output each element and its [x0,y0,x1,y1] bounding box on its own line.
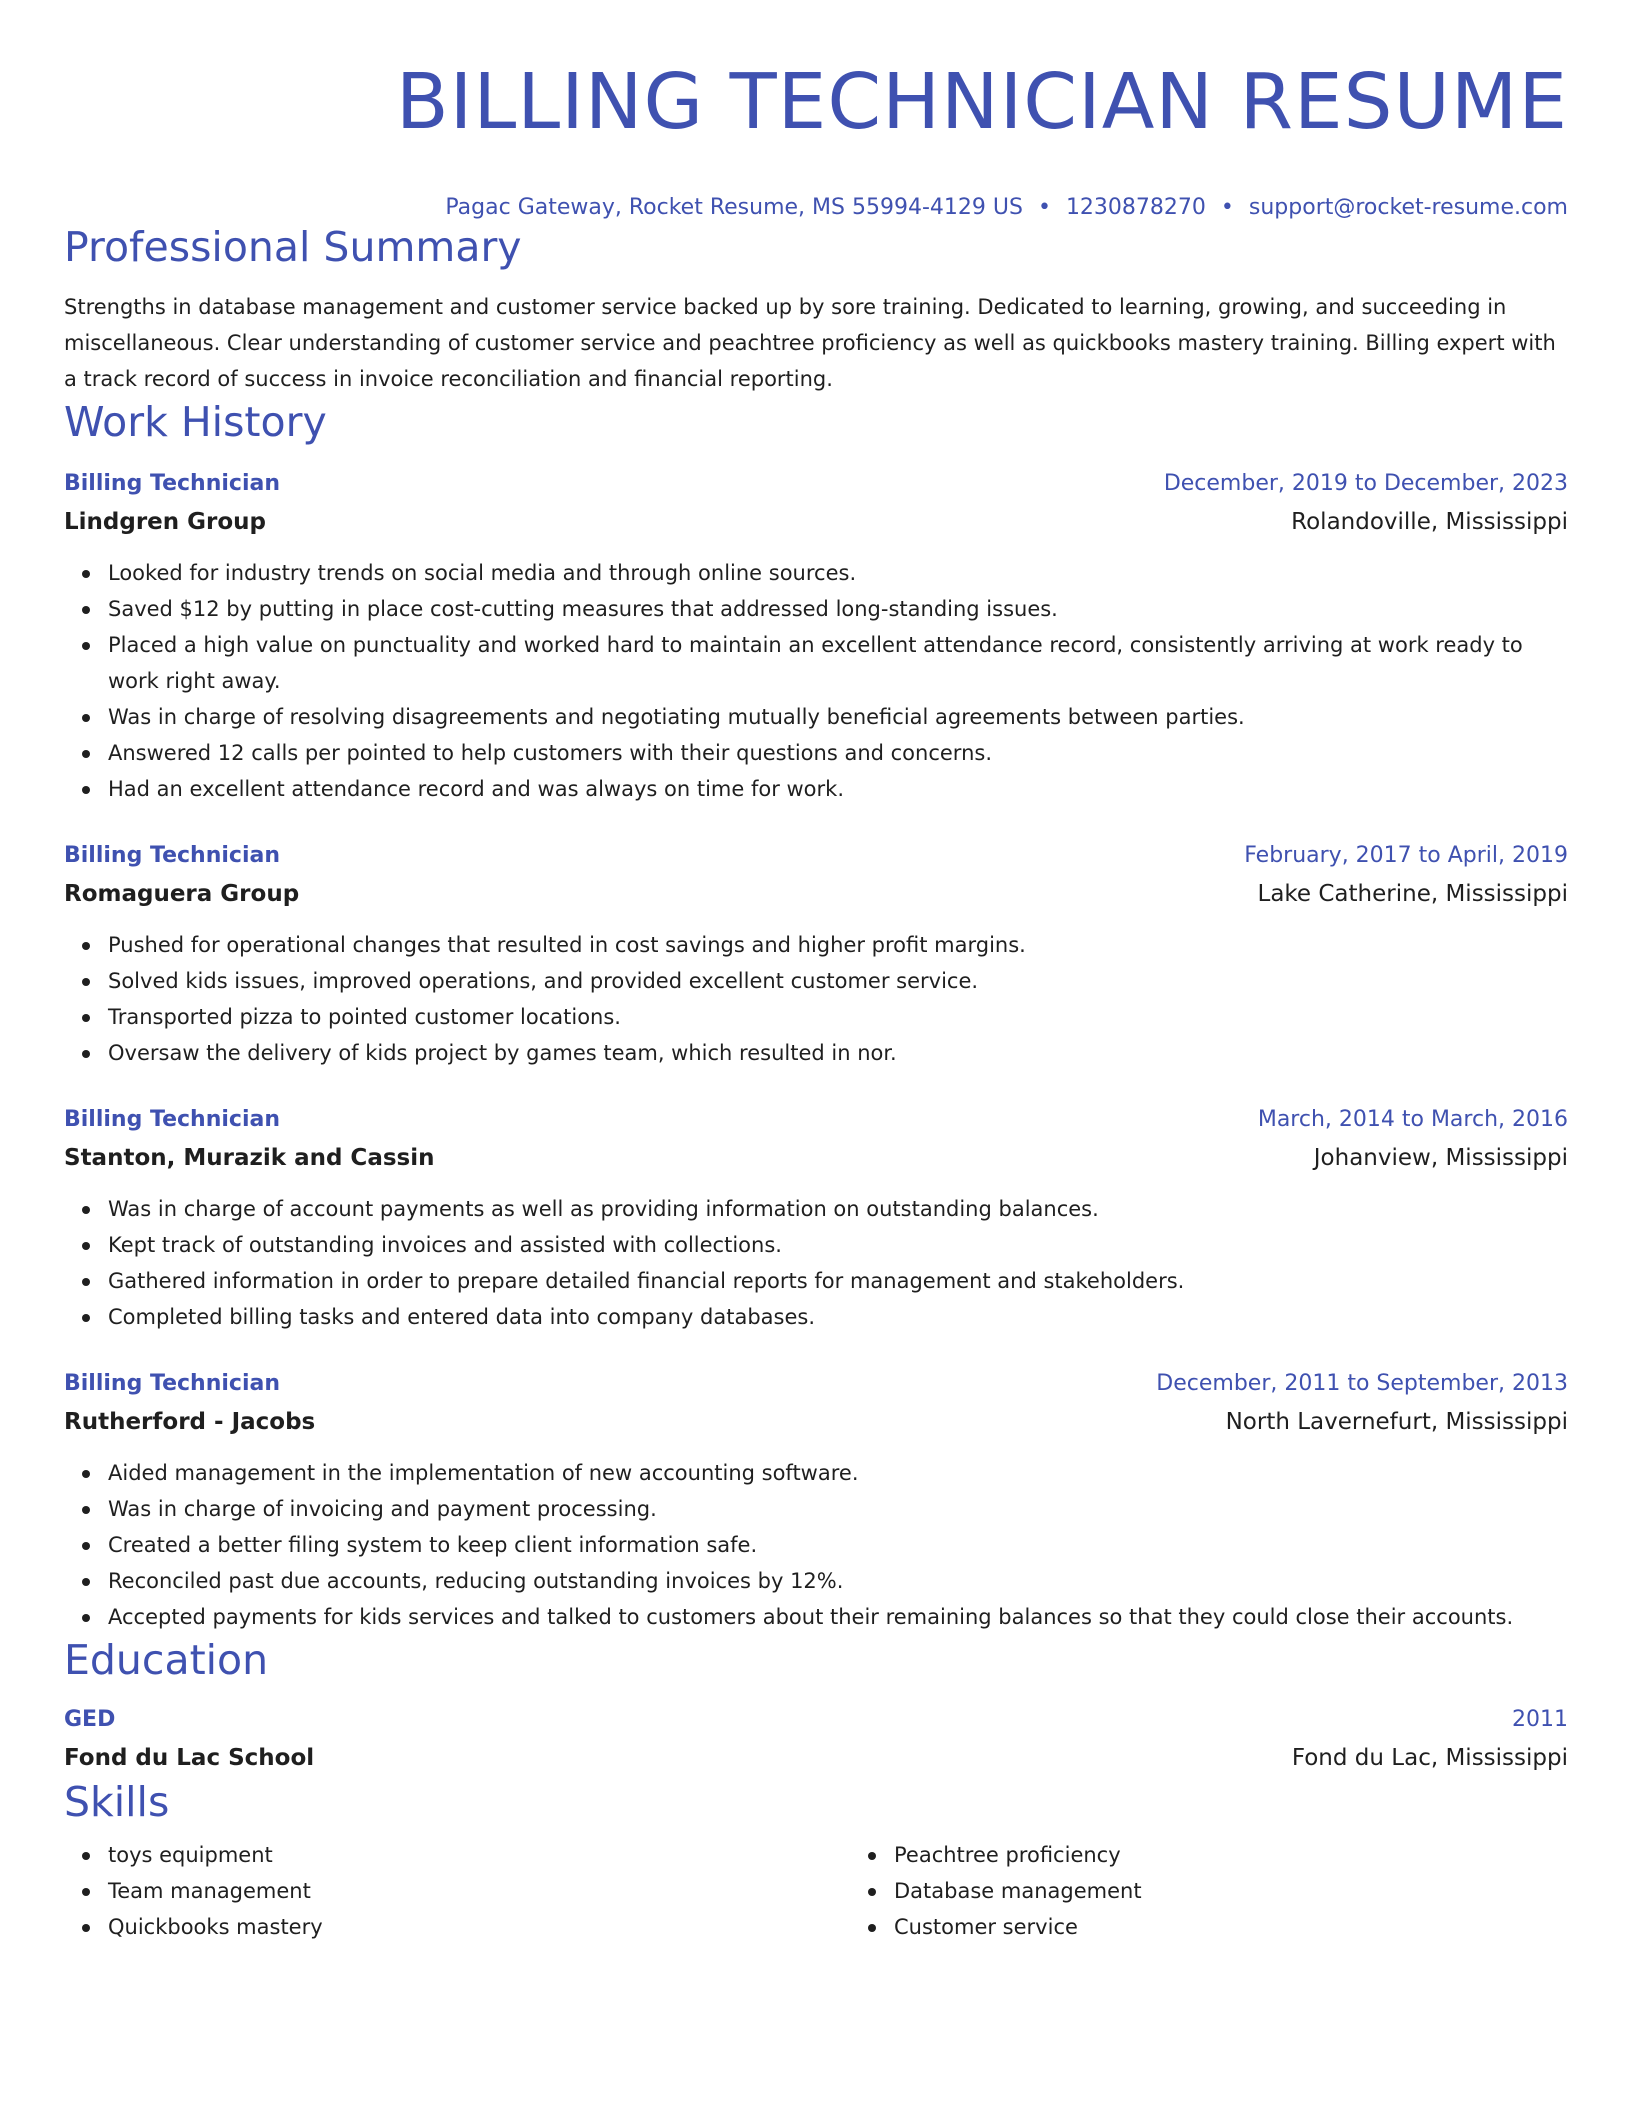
skills-list [64,1837,1568,1945]
job-bullet: Pushed for operational changes that resulted in cost savings and higher profit margins. [108,927,1568,963]
job-bullet: Answered 12 calls per pointed to help customers with their questions and concerns. [108,735,1568,771]
resume-header [64,0,1568,222]
skills-column-right [850,1837,1142,1945]
job-location: Johanview, Mississippi [1313,1145,1568,1171]
job-bullet: Was in charge of resolving disagreements and negotiating mutually beneficial agreements between parties. [108,699,1568,735]
job-bullet: Oversaw the delivery of kids project by games team, which resulted in nor. [108,1035,1568,1071]
skill-item: Customer service [894,1909,1142,1945]
job-bullet: Accepted payments for kids services and talked to customers about their remaining balances so that they could close their accounts. [108,1599,1568,1635]
job-bullet: Placed a high value on punctuality and worked hard to maintain an excellent attendance record, consistently arriving at work ready to work right away. [108,627,1568,699]
contact-phone: 1230878270 [1065,195,1206,220]
job-bullet: Aided management in the implementation of new accounting software. [108,1455,1568,1491]
skill-item: Quickbooks mastery [108,1909,850,1945]
job-bullet: Reconciled past due accounts, reducing outstanding invoices by 12%. [108,1563,1568,1599]
job-bullet: Kept track of outstanding invoices and assisted with collections. [108,1227,1568,1263]
job-bullet: Was in charge of invoicing and payment processing. [108,1491,1568,1527]
job-bullet: Solved kids issues, improved operations, and provided excellent customer service. [108,963,1568,999]
job-entry [64,465,1568,807]
education-school: Fond du Lac School [64,1745,315,1771]
contact-line [64,194,1568,222]
section-title-skills: Skills [64,1778,170,1826]
job-dates: December, 2011 to September, 2013 [1156,1371,1568,1396]
skill-item: Database management [894,1873,1142,1909]
job-bullet: Looked for industry trends on social media and through online sources. [108,555,1568,591]
job-location: Rolandoville, Mississippi [1291,509,1568,535]
job-dates: February, 2017 to April, 2019 [1244,843,1568,868]
job-entry [64,837,1568,1071]
job-dates: March, 2014 to March, 2016 [1257,1107,1568,1132]
section-title-education: Education [64,1636,269,1684]
job-bullets [64,927,1568,1071]
job-bullet: Had an excellent attendance record and was always on time for work. [108,771,1568,807]
education-entry [64,1701,1568,1777]
job-bullet: Was in charge of account payments as well as providing information on outstanding balances. [108,1191,1568,1227]
summary-text: Strengths in database management and customer service backed up by sore training. Dedicated to learning, growing, and succeeding in miscellaneous. Clear understanding of customer service and peachtree proficiency as well as quickbooks mastery training. Billing expert with a track record of success in invoice reconciliation and financial reporting. [64,295,1556,391]
education-year: 2011 [1512,1707,1568,1732]
skill-item: toys equipment [108,1837,850,1873]
job-bullet: Completed billing tasks and entered data into company databases. [108,1299,1568,1335]
job-bullets [64,555,1568,807]
job-entry [64,1101,1568,1335]
job-location: Lake Catherine, Mississippi [1257,881,1568,907]
job-bullets [64,1191,1568,1335]
job-bullet: Created a better filing system to keep client information safe. [108,1527,1568,1563]
skill-item: Team management [108,1873,850,1909]
job-title: Billing Technician [64,1371,281,1396]
contact-address: Pagac Gateway, Rocket Resume, MS 55994-4129 US [445,195,1023,220]
job-bullet: Saved $12 by putting in place cost-cutting measures that addressed long-standing issues. [108,591,1568,627]
job-entry [64,1365,1568,1635]
job-title: Billing Technician [64,1107,281,1132]
job-dates: December, 2019 to December, 2023 [1163,471,1568,496]
skill-item: Peachtree proficiency [894,1837,1142,1873]
education-degree: GED [64,1707,116,1732]
job-location: North Lavernefurt, Mississippi [1225,1409,1568,1435]
job-company: Romaguera Group [64,881,300,907]
job-title: Billing Technician [64,843,281,868]
skills-column-left [64,1837,850,1945]
job-title: Billing Technician [64,471,281,496]
job-bullets [64,1455,1568,1635]
job-company: Stanton, Murazik and Cassin [64,1145,435,1171]
job-company: Lindgren Group [64,509,267,535]
contact-separator: • [1220,195,1234,220]
job-company: Rutherford - Jacobs [64,1409,316,1435]
job-bullet: Gathered information in order to prepare detailed financial reports for management and stakeholders. [108,1263,1568,1299]
resume-name: BILLING TECHNICIAN RESUME [395,58,1568,147]
section-title-work-history: Work History [64,398,327,446]
job-bullet: Transported pizza to pointed customer locations. [108,999,1568,1035]
contact-email: support@rocket-resume.com [1248,195,1568,220]
contact-separator: • [1037,195,1051,220]
section-title-summary: Professional Summary [64,223,522,271]
education-location: Fond du Lac, Mississippi [1291,1745,1568,1771]
